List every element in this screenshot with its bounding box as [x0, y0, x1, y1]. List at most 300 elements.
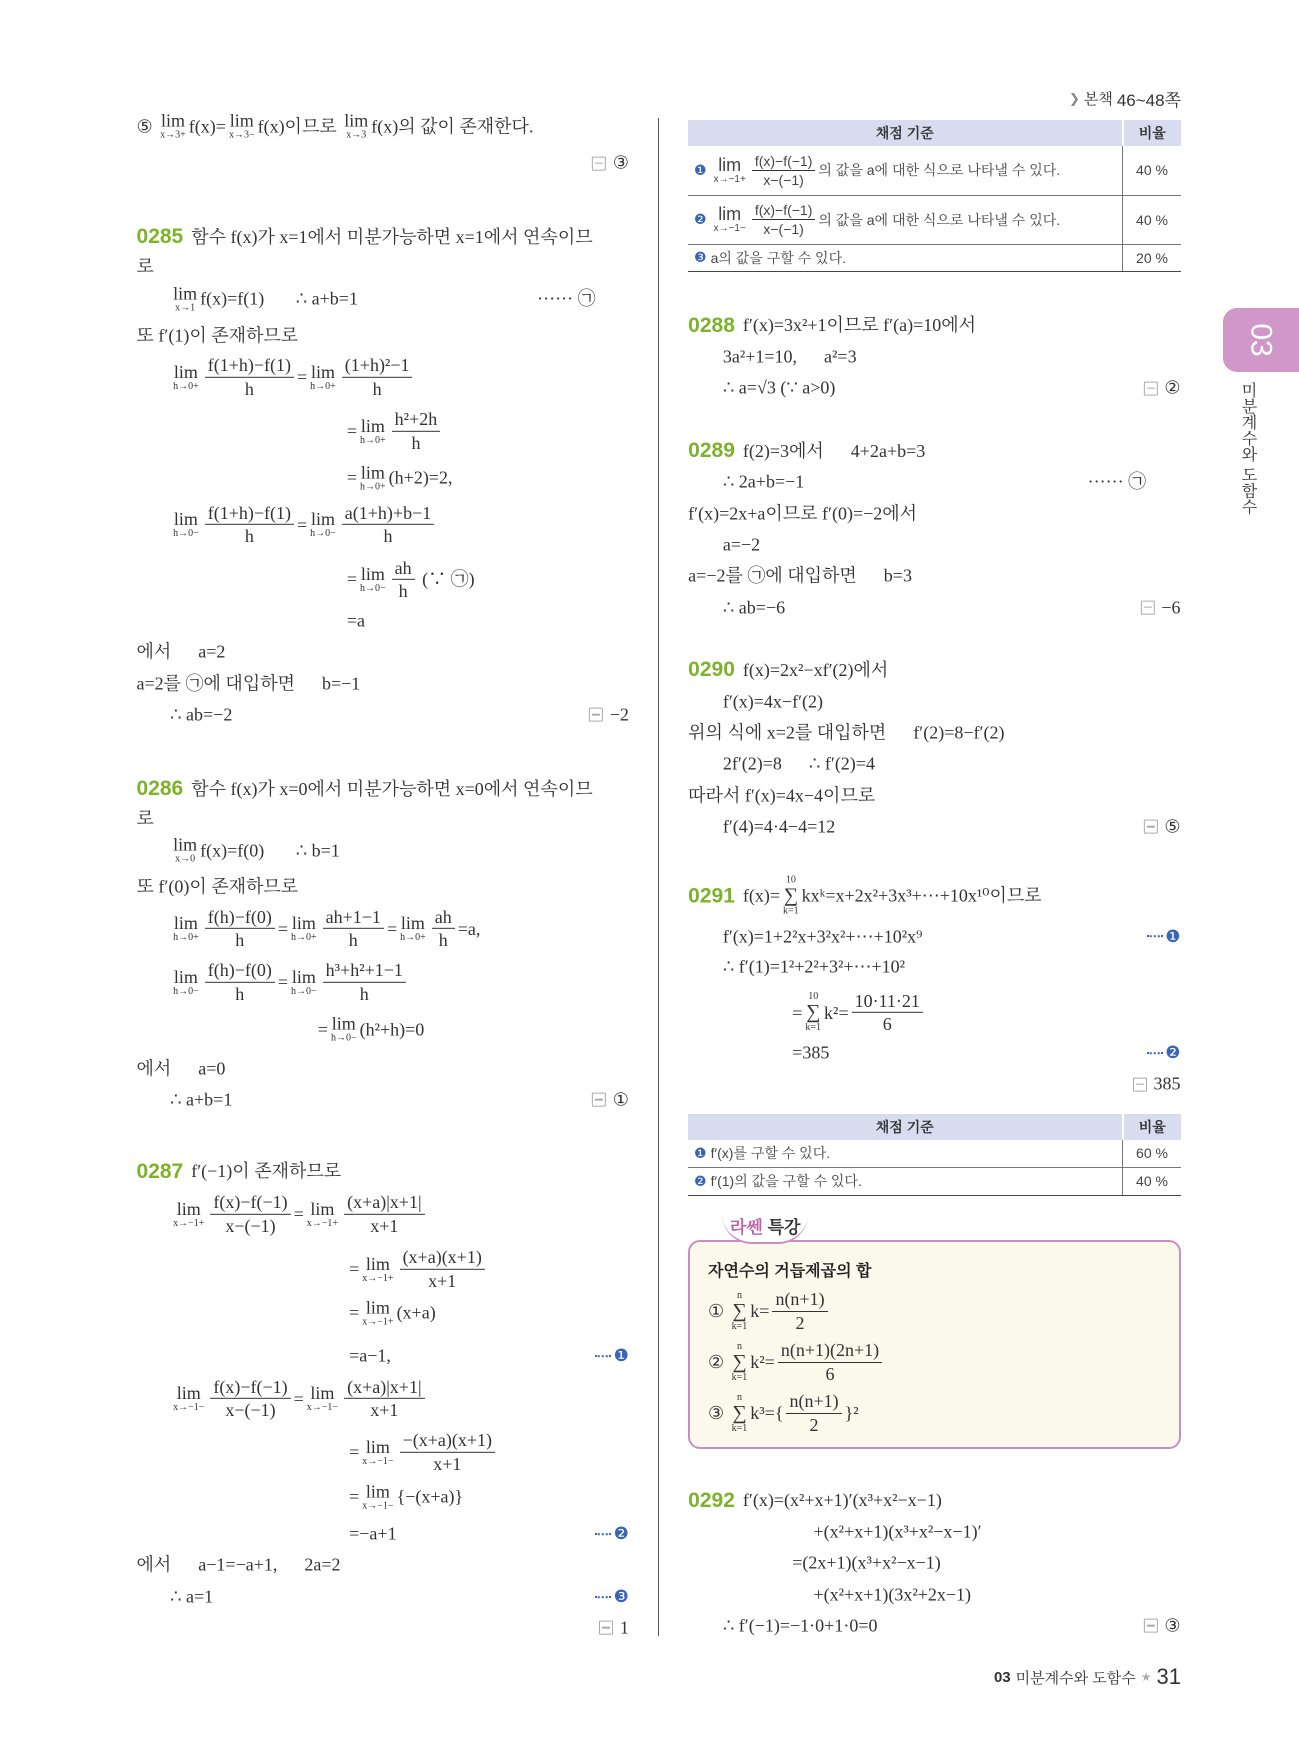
footer-title: 미분계수와 도함수 [1015, 1669, 1136, 1687]
solution-line [170, 284, 358, 313]
chapter-title-vertical: 미분계수와 도함수 [1239, 382, 1256, 515]
lim-symbol: lim [360, 415, 385, 436]
answer-mark [1143, 378, 1180, 399]
fraction [205, 907, 275, 951]
lim-symbol: lim [176, 1198, 201, 1219]
math-text: ② [708, 1352, 729, 1372]
denominator: x−(−1) [225, 1215, 276, 1236]
numerator: f(h)−f(0) [205, 960, 275, 983]
fraction [323, 907, 384, 951]
fraction [400, 1247, 485, 1291]
answer-icon [1133, 1077, 1147, 1091]
lim-symbol: lim [360, 564, 385, 585]
lim-symbol: lim [344, 110, 369, 131]
problem-header [688, 1489, 942, 1513]
step-reference [595, 1346, 629, 1366]
problem-number: 0290 [688, 658, 735, 682]
solution-line [137, 1555, 341, 1576]
sigma-symbol: ∑ [783, 884, 798, 907]
fraction [342, 503, 434, 547]
tip-brand: 라쎈 [730, 1218, 763, 1237]
math-text: = [277, 972, 288, 993]
math-text: = [346, 420, 358, 441]
math-text: f(2)=3에서 4+2a+b=3 [742, 440, 926, 461]
page-number: 31 [1156, 1664, 1181, 1689]
limit [360, 416, 386, 445]
math-text: 로 [136, 808, 154, 829]
denominator: h [372, 378, 382, 399]
answer [1143, 817, 1180, 838]
math-text: =a−1, [349, 1345, 391, 1366]
ratio-cell: 60 % [1123, 1140, 1182, 1167]
column-divider [658, 118, 659, 1636]
answer [592, 153, 629, 174]
limit [173, 968, 199, 997]
numerator: n(n+1)(2n+1) [778, 1340, 882, 1363]
criteria-text [694, 153, 1060, 188]
numerator: f(h)−f(0) [205, 907, 275, 930]
answer-mark [589, 705, 629, 726]
answer-value: ③ [1164, 1615, 1181, 1636]
limit [173, 510, 199, 539]
criteria-cell [688, 195, 1123, 244]
criteria-cell [688, 244, 1123, 271]
answer-icon [592, 156, 606, 170]
lim-symbol: lim [365, 1436, 390, 1457]
math-text: ∴ ab=−2 [170, 704, 233, 725]
math-text: f′(x)=4x−f′(2) [722, 691, 824, 712]
solution-line [537, 288, 595, 309]
problem-number: 0291 [688, 884, 735, 908]
limit [331, 1015, 357, 1044]
limit-subscript: h→0− [330, 1032, 357, 1044]
math-text: =a [346, 610, 366, 631]
chevron-right-icon: ❯ [1068, 90, 1080, 106]
math-text: =a, [457, 918, 481, 939]
solution-line [723, 1616, 878, 1637]
fraction [752, 153, 816, 188]
lim-symbol: lim [173, 361, 198, 382]
solution-line [137, 642, 226, 663]
limit-subscript: x→−1− [173, 1402, 205, 1414]
denominator: h [348, 930, 358, 951]
solution-line [723, 597, 785, 618]
lim-symbol: lim [365, 1481, 390, 1502]
solution-line [349, 1298, 436, 1327]
step-reference [595, 1524, 629, 1544]
math-text: (h+2)=2, [388, 467, 453, 488]
sum-upper-bound: n [736, 1341, 742, 1352]
numerator: ah [432, 907, 455, 930]
answer-icon [589, 708, 603, 722]
limit [714, 205, 746, 234]
criteria-cell [688, 1167, 1123, 1195]
limit [400, 914, 426, 943]
lim-symbol: lim [365, 1297, 390, 1318]
solution-line [170, 705, 232, 726]
fraction [205, 960, 275, 1004]
solution-line [137, 673, 361, 694]
tip-formulas [690, 1289, 1179, 1436]
numerator: f(x)−f(−1) [752, 202, 816, 220]
math-text: a의 값을 구할 수 있다. [710, 249, 846, 266]
math-text: 따라서 f′(x)=4x−4이므로 [688, 785, 876, 806]
math-text: +(x²+x+1)(x³+x²−x−1)′ [813, 1521, 982, 1542]
math-text: 3a²+1=10, a²=3 [722, 346, 857, 367]
sigma-symbol: ∑ [806, 1001, 821, 1024]
solution-line [723, 472, 804, 493]
answer-mark [1143, 817, 1180, 838]
solution-line [723, 956, 905, 977]
numerator: f(x)−f(−1) [752, 153, 816, 171]
solution-line [723, 347, 857, 368]
answer-icon [599, 1621, 613, 1635]
lim-symbol: lim [173, 913, 198, 934]
chapter-number: 03 [1245, 323, 1278, 357]
answer-icon [1143, 820, 1157, 834]
math-text: f(x)=2x²−xf′(2)에서 [742, 659, 889, 680]
criteria-text [694, 1171, 862, 1191]
math-text: = [386, 918, 398, 939]
numerator: a(1+h)+b−1 [342, 503, 434, 526]
math-text: 함수 f(x)가 x=1에서 미분가능하면 x=1에서 연속이므 [191, 226, 593, 247]
step-reference [1146, 1043, 1180, 1063]
limit-subscript: h→0− [310, 528, 336, 540]
numerator: (x+a)|x+1| [344, 1377, 425, 1400]
ratio-cell: 20 % [1123, 244, 1182, 271]
lim-symbol: lim [718, 154, 742, 175]
answer [592, 1090, 629, 1111]
solution-line [792, 1043, 829, 1064]
limit-subscript: h→0+ [400, 932, 426, 944]
limit [360, 565, 386, 594]
limit-subscript: x→−1+ [713, 173, 746, 185]
fraction [392, 409, 441, 453]
math-text: ⑤ [136, 116, 158, 137]
math-text: f′(x)=(x²+x+1)′(x³+x²−x−1) [742, 1490, 942, 1511]
dotted-arrow-icon [1146, 936, 1162, 938]
answer-mark [1143, 1616, 1180, 1637]
solution-line [723, 817, 835, 838]
dotted-arrow-icon [1146, 1052, 1162, 1054]
math-text: = [317, 1019, 328, 1040]
solution-line [318, 1015, 424, 1044]
numerator: f(x)−f(−1) [210, 1377, 290, 1400]
denominator: x−(−1) [763, 221, 804, 237]
limit [173, 914, 199, 943]
lim-symbol: lim [310, 361, 335, 382]
answer [1133, 1074, 1181, 1095]
tip-box-title: 자연수의 거듭제곱의 합 [708, 1263, 872, 1280]
grading-criteria-table-0287 [688, 120, 1181, 272]
criteria-header: 채점 기준 [688, 120, 1123, 146]
lim-symbol: lim [400, 913, 425, 934]
math-text: 또 f′(1)이 존재하므로 [136, 325, 299, 346]
fraction [344, 1192, 425, 1236]
fraction [852, 991, 923, 1035]
solution-line [723, 691, 823, 712]
dotted-arrow-icon [595, 1596, 611, 1598]
numerator: h²+2h [392, 409, 441, 432]
math-text: (x+a) [396, 1302, 436, 1323]
sum-upper-bound: n [736, 1290, 742, 1301]
numerator: f(1+h)−f(1) [205, 355, 294, 378]
math-text: 또 f′(0)이 존재하므로 [136, 877, 299, 898]
limit-subscript: x→−1+ [362, 1272, 394, 1284]
fraction [392, 557, 415, 601]
sigma-symbol: ∑ [732, 1351, 747, 1373]
solution-line [170, 1586, 213, 1607]
problem-header [688, 314, 976, 338]
answer-value: ③ [612, 153, 629, 174]
fraction [400, 1430, 495, 1474]
answer-icon [592, 1093, 606, 1107]
numerator: (x+a)|x+1| [344, 1192, 425, 1215]
fraction [772, 1289, 827, 1334]
math-text: }² [844, 1403, 859, 1423]
lim-symbol: lim [365, 1253, 390, 1274]
step-marker [595, 1524, 629, 1544]
solution-line [688, 785, 875, 806]
criteria-row [688, 1140, 1181, 1167]
ratio-header: 비율 [1123, 1114, 1182, 1140]
sigma-symbol: ∑ [732, 1402, 747, 1424]
answer-value: ⑤ [1164, 816, 1181, 837]
denominator: x+1 [370, 1400, 399, 1421]
denominator: h [438, 930, 448, 951]
answer [1143, 1616, 1180, 1637]
math-text: f(x)의 값이 존재한다. [371, 116, 534, 137]
solution-line [349, 1483, 463, 1512]
solution-line [137, 112, 534, 141]
ratio-cell: 40 % [1123, 195, 1182, 244]
math-text: a=−2를 ㉠에 대입하면 b=3 [688, 565, 912, 586]
limit-subscript: h→0+ [310, 380, 336, 392]
answer [589, 705, 629, 726]
math-text: = [349, 1258, 360, 1279]
denominator: h [411, 432, 421, 453]
footer-chapter: 03 [993, 1668, 1011, 1686]
fraction [432, 907, 455, 951]
answer-mark [592, 1090, 629, 1111]
math-text: ∴ a=1 [170, 1586, 214, 1607]
problem-number: 0286 [136, 776, 184, 800]
math-text: f′(1)의 값을 구할 수 있다. [710, 1173, 862, 1189]
limit-subscript: k=1 [731, 1423, 748, 1434]
denominator: 6 [882, 1014, 892, 1035]
lim-symbol: lim [718, 204, 742, 224]
answer-value: 1 [619, 1617, 629, 1638]
limit [362, 1298, 393, 1327]
limit-subscript: x→−1+ [362, 1316, 394, 1328]
limit [362, 1254, 393, 1283]
limit-subscript: x→1 [175, 302, 196, 314]
limit [362, 1438, 393, 1467]
problem-number: 0292 [688, 1488, 735, 1512]
solution-line [349, 1430, 498, 1474]
solution-line [349, 1247, 488, 1291]
math-text: = [349, 1442, 360, 1463]
step-number-icon: ❸ [694, 249, 707, 265]
math-text: f(x)= [188, 116, 226, 137]
math-text: 2f′(2)=8 ∴ f′(2)=4 [722, 753, 875, 774]
math-text: ∴ a+b=1 [170, 1089, 233, 1110]
limit-subscript: x→−1− [306, 1402, 339, 1414]
solution-line [1088, 472, 1146, 493]
math-text: ······ ㉠ [1087, 471, 1147, 492]
math-text: = [293, 1388, 304, 1409]
answer-value: ② [1164, 377, 1181, 398]
tip-box [688, 1240, 1181, 1449]
problem-number: 0287 [136, 1159, 184, 1183]
solution-line [347, 409, 443, 453]
criteria-header: 채점 기준 [688, 1114, 1123, 1140]
page-footer [994, 1664, 1181, 1690]
step-marker [595, 1587, 629, 1607]
numerator: ah+1−1 [323, 907, 384, 930]
denominator: h [244, 378, 254, 399]
fraction [778, 1340, 882, 1385]
math-text: f(x)=f(0) ∴ b=1 [200, 840, 340, 861]
limit [310, 363, 336, 392]
step-marker [1146, 1043, 1180, 1063]
formula-line [708, 1340, 1179, 1385]
problem-number: 0288 [688, 313, 735, 337]
fraction [344, 1377, 425, 1421]
solution-line [349, 1346, 391, 1367]
solution-line [170, 355, 415, 399]
criteria-text [694, 202, 1060, 237]
math-text: = [277, 918, 288, 939]
solution-line [137, 877, 299, 898]
limit-subscript: h→0+ [173, 932, 199, 944]
lim-symbol: lim [310, 1383, 335, 1404]
denominator: x−(−1) [225, 1400, 276, 1421]
solution-line [688, 566, 912, 587]
math-text: (h²+h)=0 [359, 1019, 425, 1040]
math-text: = [792, 1002, 803, 1023]
solution-line [723, 535, 760, 556]
limit [229, 112, 255, 141]
criteria-row [688, 195, 1181, 244]
step-number-icon: ❸ [613, 1587, 629, 1607]
sum-upper-bound: 10 [808, 991, 819, 1003]
criteria-row [688, 146, 1181, 195]
math-text: = [349, 1302, 360, 1323]
math-text: ∴ a=√3 (∵ a>0) [722, 377, 836, 398]
math-text: ① [708, 1301, 729, 1321]
fraction [210, 1192, 290, 1236]
solution-line [792, 991, 926, 1035]
limit [714, 156, 746, 185]
limit-subscript: k=1 [731, 1372, 748, 1383]
dotted-arrow-icon [595, 1533, 611, 1535]
solution-line [723, 926, 923, 947]
formula-line [708, 1289, 1179, 1334]
denominator: x+1 [370, 1215, 399, 1236]
denominator: x+1 [433, 1453, 462, 1474]
summation [732, 1342, 748, 1383]
answer [599, 1618, 629, 1639]
limit [173, 836, 197, 865]
math-text: ∴ f′(1)=1²+2²+3²+⋯+10² [722, 956, 906, 977]
grading-criteria-table-0291 [688, 1114, 1181, 1196]
star-icon: ★ [1140, 1670, 1152, 1684]
math-text: =−a+1 [349, 1523, 397, 1544]
fraction [752, 202, 816, 237]
math-text: = [346, 569, 358, 590]
problem-number: 0289 [688, 438, 735, 462]
chapter-tab[interactable] [1223, 308, 1299, 372]
limit [291, 914, 317, 943]
limit [344, 112, 368, 141]
denominator: h [398, 581, 408, 602]
math-text: f′(4)=4·4−4=12 [722, 816, 836, 837]
math-text: 의 값을 a에 대한 식으로 나타낼 수 있다. [818, 211, 1061, 228]
math-text: =(2x+1)(x³+x²−x−1) [792, 1552, 941, 1573]
math-text: ∴ f′(−1)=−1·0+1·0=0 [722, 1615, 878, 1636]
limit-subscript: x→−1− [362, 1500, 394, 1512]
solution-line [349, 1524, 396, 1545]
math-text: +(x²+x+1)(3x²+2x−1) [813, 1584, 972, 1605]
summation [732, 1291, 748, 1332]
step-number-icon: ❶ [694, 161, 707, 178]
numerator: h³+h²+1−1 [323, 960, 406, 983]
step-number-icon: ❶ [694, 1144, 707, 1161]
step-number-icon: ❶ [613, 1346, 629, 1366]
limit [173, 363, 199, 392]
math-text: 에서 a−1=−a+1, 2a=2 [136, 1555, 341, 1576]
denominator: 6 [825, 1364, 835, 1384]
problem-header [137, 777, 593, 801]
criteria-row [688, 244, 1181, 271]
step-number-icon: ❷ [1165, 1043, 1181, 1063]
denominator: x+1 [428, 1270, 457, 1291]
answer-mark [1140, 597, 1180, 618]
math-text: k²= [750, 1352, 775, 1372]
limit-subscript: x→0 [175, 853, 196, 865]
math-text: = [349, 1486, 360, 1507]
math-text: ∴ 2a+b=−1 [722, 471, 805, 492]
solution-line [347, 611, 365, 632]
math-text: = [293, 1203, 304, 1224]
math-text: f(x)= [742, 885, 781, 906]
limit-subscript: h→0+ [291, 932, 317, 944]
solution-line [170, 503, 437, 547]
limit-subscript: h→0+ [173, 380, 199, 392]
criteria-text [694, 1143, 830, 1163]
math-text: k³={ [750, 1403, 784, 1423]
step-reference [595, 1587, 629, 1607]
math-text: {−(x+a)} [396, 1486, 464, 1507]
denominator: h [383, 526, 393, 547]
lim-symbol: lim [173, 834, 198, 855]
solution-line [688, 503, 917, 524]
denominator: x−(−1) [763, 171, 804, 188]
math-text: 의 값을 a에 대한 식으로 나타낼 수 있다. [818, 162, 1061, 179]
denominator: h [235, 930, 245, 951]
lim-symbol: lim [173, 966, 198, 987]
ratio-cell: 40 % [1123, 146, 1182, 195]
math-text: ∴ ab=−6 [722, 597, 786, 618]
criteria-cell [688, 1140, 1123, 1167]
lim-symbol: lim [160, 110, 185, 131]
math-text: k= [750, 1301, 770, 1321]
step-number-icon: ❶ [1165, 926, 1181, 946]
fraction [210, 1377, 290, 1421]
problem-header [688, 658, 888, 682]
solution-line [170, 836, 340, 865]
